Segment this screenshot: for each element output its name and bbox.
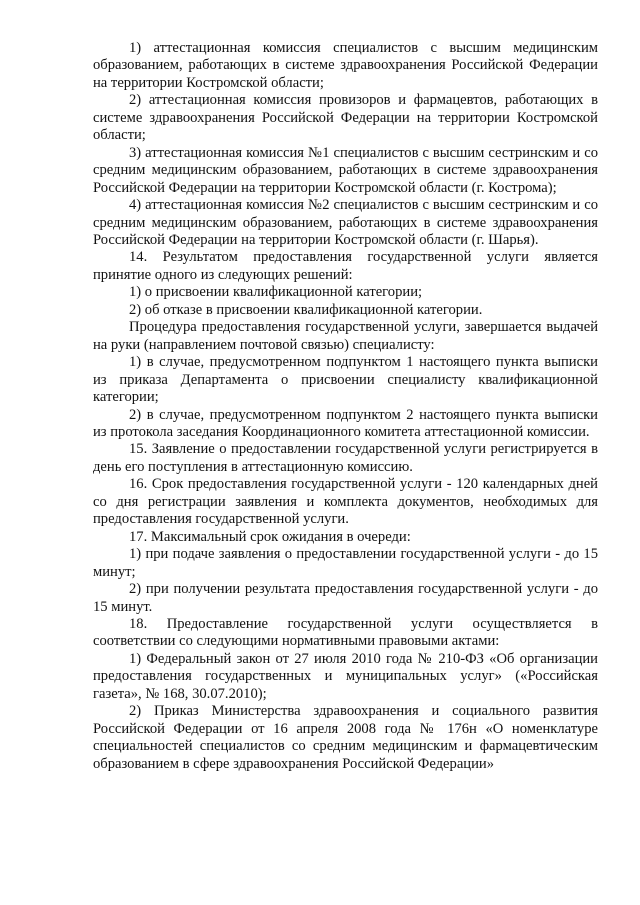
paragraph-18-legal-acts: 18. Предоставление государственной услуги осуществляется в соответствии со следующими нормативными правовыми актами:: [93, 615, 598, 650]
paragraph-procedure-case-1: 1) в случае, предусмотренном подпунктом 1 настоящего пункта выписки из приказа Департамента о присвоении специалисту квалификационной категории;: [93, 354, 598, 406]
paragraph-commission-3: 3) аттестационная комиссия №1 специалистов с высшим сестринским и со средним медицинским образованием, работающих в системе здравоохранения Российской Федерации на территории Костромской области (г. Кострома);: [93, 144, 598, 196]
paragraph-17-queue: 17. Максимальный срок ожидания в очереди:: [129, 528, 411, 545]
paragraph-procedure: Процедура предоставления государственной услуги, завершается выдачей на руки (направлением почтовой связью) специалисту:: [93, 319, 598, 353]
paragraph-commission-4: 4) аттестационная комиссия №2 специалистов с высшим сестринским и со средним медицинским образованием, работающих в системе здравоохранения Российской Федерации на территории Костромской области (г. Шарья).: [93, 197, 598, 248]
paragraph-14-result: 14. Результатом предоставления государственной услуги является принятие одного из следующих решений:: [93, 249, 598, 283]
paragraph-legal-act-1: 1) Федеральный закон от 27 июля 2010 года № 210-ФЗ «Об организации предоставления государственных и муниципальных услуг» («Российская газета», № 168, 30.07.2010);: [93, 650, 598, 702]
paragraph-decision-2: 2) об отказе в присвоении квалификационной категории.: [129, 301, 483, 318]
paragraph-commission-1: 1) аттестационная комиссия специалистов с высшим медицинским образованием, работающих в системе здравоохранения Российской Федерации на территории Костромской области;: [93, 40, 598, 91]
paragraph-procedure-case-2: 2) в случае, предусмотренном подпунктом 2 настоящего пункта выписки из протокола заседания Координационного комитета аттестационной комиссии.: [93, 406, 598, 440]
document-page: [93, 40, 598, 773]
paragraph-16-term: 16. Срок предоставления государственной услуги - 120 календарных дней со дня регистрации заявления и комплекта документов, необходимых для предоставления государственной услуги.: [93, 476, 598, 528]
paragraph-decision-1: 1) о присвоении квалификационной категории;: [129, 284, 423, 301]
paragraph-15-registration: 15. Заявление о предоставлении государственной услуги регистрируется в день его поступления в аттестационную комиссию.: [93, 441, 598, 475]
paragraph-legal-act-2: 2) Приказ Министерства здравоохранения и социального развития Российской Федерации от 16 апреля 2008 года № 176н «О номенклатуре специальностей специалистов со средним медицинским и фармацевтическим образованием в сфере здравоохранения Российской Федерации»: [93, 703, 598, 772]
paragraph-queue-2: 2) при получении результата предоставления государственной услуги - до 15 минут.: [93, 581, 598, 615]
paragraph-queue-1: 1) при подаче заявления о предоставлении государственной услуги - до 15 минут;: [93, 546, 598, 580]
paragraph-commission-2: 2) аттестационная комиссия провизоров и фармацевтов, работающих в системе здравоохранения Российской Федерации на территории Костромской области;: [93, 92, 598, 144]
